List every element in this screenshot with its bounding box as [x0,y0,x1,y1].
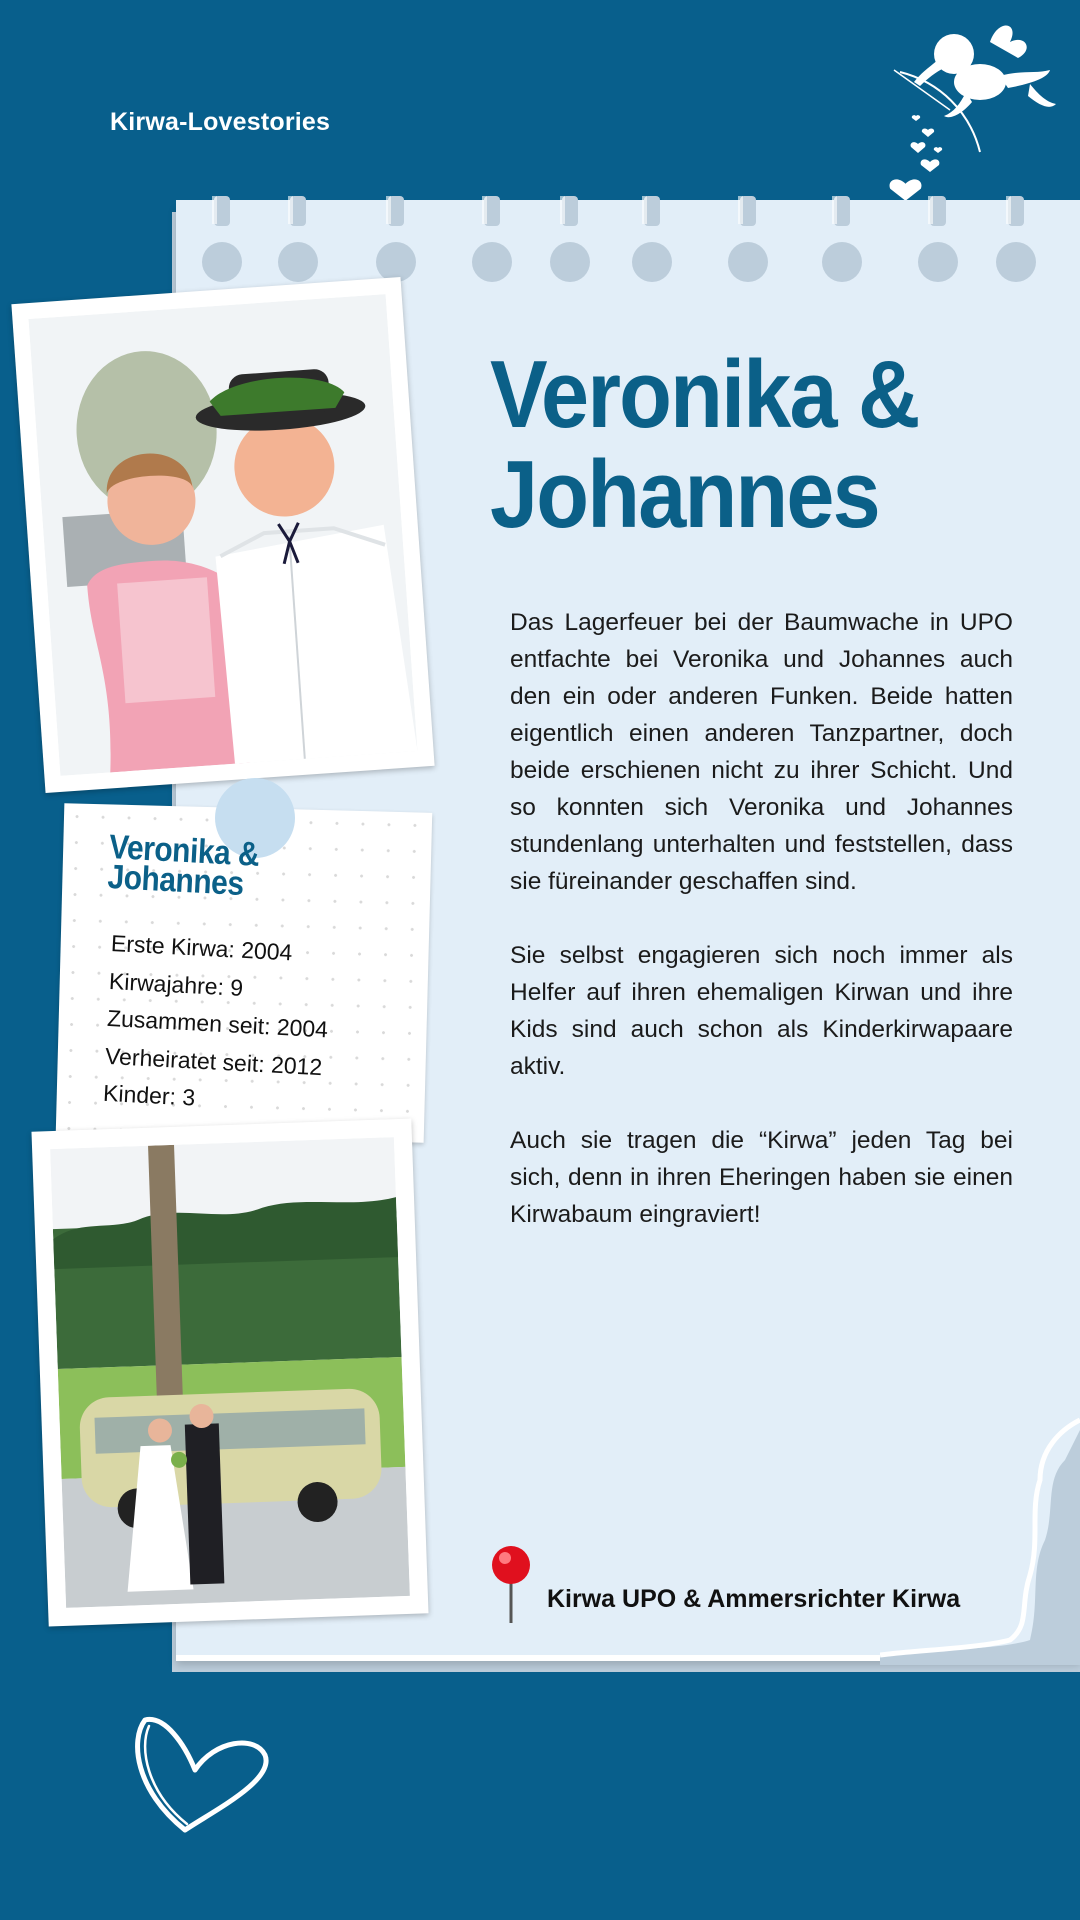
couple-portrait-image [28,294,417,776]
fact-item: Verheiratet seit: 2012 [104,1042,323,1080]
fact-item: Kinder: 3 [102,1079,196,1111]
brand-label: Kirwa-Lovestories [110,108,331,136]
page-title: Veronika & Johannes [490,341,919,548]
wedding-image [50,1137,410,1608]
couple-photo [11,277,434,793]
story-paragraph: Auch sie tragen die “Kirwa” jeden Tag bei sich, denn in ihren Eheringen haben sie einen Kirwabaum eingraviert! [510,1127,1013,1228]
story-paragraph: Sie selbst engagieren sich noch immer als Helfer auf ihren ehemaligen Kirwan und ihre Kids sind auch schon als Kinderkirwapaare aktiv. [510,942,1013,1080]
heart-icon [125,1700,275,1850]
wedding-photo [31,1119,428,1627]
location [490,1545,1010,1625]
fact-item: Erste Kirwa: 2004 [110,929,294,966]
cupid-icon [880,12,1060,202]
fact-item: Kirwajahre: 9 [108,967,244,1001]
torn-corner [880,1400,1080,1665]
notepad-rings [176,196,1080,296]
fact-item: Zusammen seit: 2004 [106,1004,329,1043]
story-text [510,604,1013,1270]
card-title: Veronika & Johannes [106,828,261,904]
map-pin-icon [490,1545,532,1625]
location-label: Kirwa UPO & Ammersrichter Kirwa [547,1585,961,1613]
fact-list [102,925,371,1126]
story-paragraph: Das Lagerfeuer bei der Baumwache in UPO entfachte bei Veronika und Johannes auch den ein oder anderen Funken. Beide hatten eigentlich einen anderen Tanzpartner, doch beide erschienen nicht zu ihrer Schicht. Und so konnten sich Veronika und Johannes stundenlang unterhalten und feststellen, dass sie füreinander geschaffen sind. [510,609,1013,895]
